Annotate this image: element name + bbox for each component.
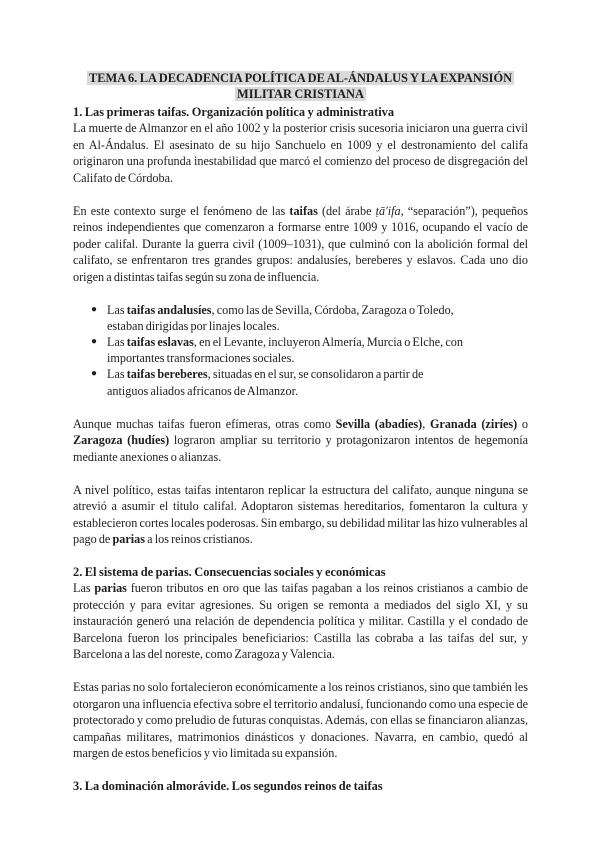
paragraph [73,203,528,286]
text-run: fueron tributos en oro que las taifas pagaban a los reinos cristianos a cambio de protección y para evitar agresiones. Su origen se remonta a mediados del siglo XI, y su instauración generó una relación de dependencia política y militar. Castilla y el condado de Barcelona fueron los principales beneficiarios: Castilla las cobraba a las taifas del sur, y Barcelona a las del noreste, como Zaragoza y Valencia. [73,581,528,662]
list-item [91,302,528,334]
paragraph [73,482,528,548]
text-run: , “separación”), pequeños reinos independientes que comenzaron a formarse entre 1009 y 1016, ocupando el vacío de poder califal. Durante la guerra civil (1009–1031), que culminó con la abolición formal del califato, se enfrentaron tres grandes grupos: andalusíes, bereberes y eslavos. Cada uno dio origen a distintas taifas según su zona de influencia. [73,203,528,284]
paragraph [73,679,528,762]
text-run: lograron ampliar su territorio y protagonizaron intentos de hegemonía mediante anexiones o alianzas. [73,433,528,464]
paragraph [73,416,528,466]
bullet-list [73,302,528,399]
bold-text: parias [112,532,146,547]
section-heading: 1. Las primeras taifas. Organización política y administrativa [73,105,395,119]
bold-text: taifas eslavas [126,334,194,349]
title-line-1: TEMA 6. LA DECADENCIA POLÍTICA DE AL-ÁNDALUS Y LA EXPANSIÓN [88,71,513,85]
text-run: Las [107,367,127,382]
text-run: , [422,416,430,431]
document-title [73,70,528,102]
text-run: , en el Levante, incluyeron Almería, Murcia o Elche, con importantes transformaciones sociales. [107,334,463,366]
list-item [91,366,528,398]
text-run: o [517,416,528,431]
text-run: a los reinos cristianos. [145,532,253,547]
text-run: A nivel político, estas taifas intentaron replicar la estructura del califato, aunque ninguna se atrevió a asumir el título califal. Adoptaron sistemas hereditarios, fomentaron la cultura y establecieron cortes locales poderosas. Sin embargo, su debilidad militar las hizo vulnerables al pago de [73,482,528,547]
bold-text: taifas andalusíes [126,302,212,317]
bullet-icon: ● [91,303,98,315]
bullet-icon: ● [91,335,98,347]
bullet-icon: ● [91,368,98,380]
paragraph [73,580,528,663]
section-heading: 2. El sistema de parias. Consecuencias sociales y económicas [73,565,386,580]
text-run: , situadas en el sur, se consolidaron a partir de antiguos aliados africanos de Almanzor. [107,367,424,398]
italic-text: ṭā'ifa [375,203,401,218]
list-item [91,334,528,366]
text-run: Aunque muchas taifas fueron efímeras, otras como [73,416,336,431]
text-run: La muerte de Almanzor en el año 1002 y la posterior crisis sucesoria iniciaron una guerra civil en Al-Ándalus. El asesinato de su hijo Sanchuelo en 1009 y el destronamiento del califa originaron una profunda inestabilidad que marcó el comienzo del proceso de disgregación del Califato de Córdoba. [73,121,528,185]
text-run: Las [107,334,127,349]
bold-text: parias [94,581,127,596]
paragraph [73,120,528,186]
bold-text: Zaragoza (hudíes) [73,433,170,448]
text-run: Estas parias no solo fortalecieron económicamente a los reinos cristianos, sino que también les otorgaron una influencia efectiva sobre el territorio andalusí, funcionando como una especie de protectorado y como preludio de futuras conquistas. Además, con ellas se financiaron alianzas, campañas militares, matrimonios dinásticos y donaciones. Navarra, en cambio, quedó al margen de estos beneficios y vio limitada su expansión. [73,680,528,761]
title-line-2: MILITAR CRISTIANA [237,87,364,101]
text-run: Las [107,302,127,317]
text-run: Las [73,581,95,596]
bold-text: taifas bereberes [126,367,208,382]
text-run: En este contexto surge el fenómeno de las [73,203,290,218]
document-body [73,104,528,794]
bold-text: Sevilla (abadíes) [335,416,423,431]
bold-text: taifas [289,203,318,218]
text-run: , como las de Sevilla, Córdoba, Zaragoza o Toledo, estaban dirigidas por linajes locales. [107,302,454,333]
section-heading: 3. La dominación almorávide. Los segundos reinos de taifas [73,779,383,794]
bold-text: Granada (ziríes) [429,416,518,431]
text-run: (del árabe [317,203,376,218]
